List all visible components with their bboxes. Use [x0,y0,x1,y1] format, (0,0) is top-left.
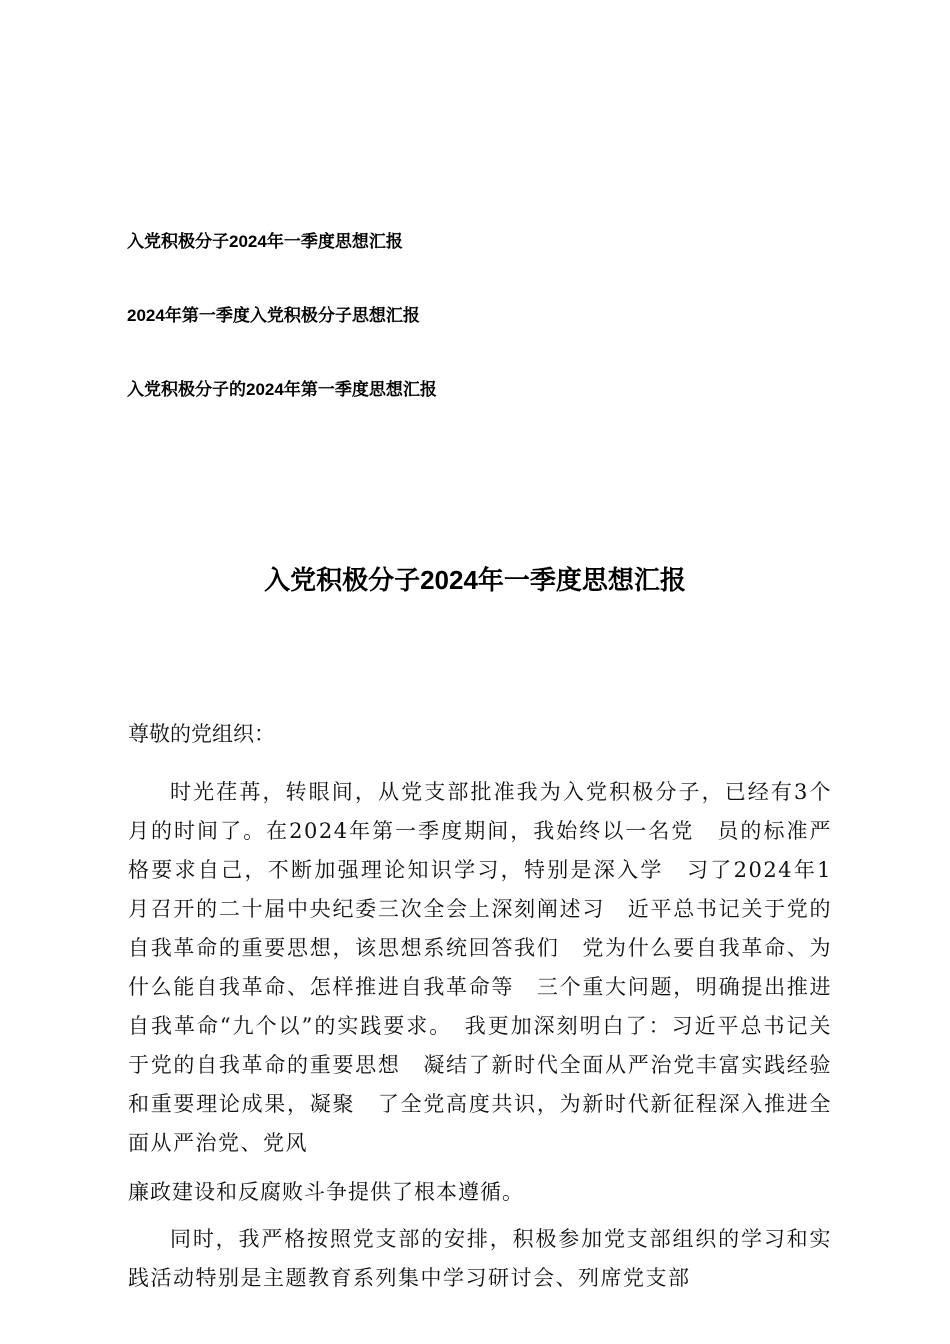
document-title: 入党积极分子2024年一季度思想汇报 [264,565,686,595]
paragraph-1: 时光荏苒，转眼间，从党支部批准我为入党积极分子，已经有3个月的时间了。在2024年第一季度期间，我始终以一名党 员的标准严格要求自己，不断加强理论知识学习，特别是深入学 习了2024年1月召开的二十届中央纪委三次全会上深刻阐述习 近平总书记关于党的自我革命的重要思想，该思想系统回答我们 党为什么要自我革命、为什么能自我革命、怎样推进自我革命等 三个重大问题，明确提出推进自我革命“九个以”的实践要求。 我更加深刻明白了：习近平总书记关于党的自我革命的重要思想 凝结了新时代全面从严治党丰富实践经验和重要理论成果，凝聚 了全党高度共识，为新时代新征程深入推进全面从严治党、党风 [128,780,832,1155]
paragraph-2: 同时，我严格按照党支部的安排，积极参加党支部组织的学习和实践活动特别是主题教育系列集中学习研讨会、列席党支部 [128,1227,832,1290]
title-option-1: 入党积极分子2024年一季度思想汇报 [127,232,403,251]
salutation: 尊敬的党组织： [128,722,275,746]
title-option-3: 入党积极分子的2024年第一季度思想汇报 [127,380,437,399]
title-option-2: 2024年第一季度入党积极分子思想汇报 [127,306,420,325]
document-body [128,715,832,1308]
paragraph-1-continuation: 廉政建设和反腐败斗争提供了根本遵循。 [128,1180,524,1204]
title-list [127,230,827,452]
